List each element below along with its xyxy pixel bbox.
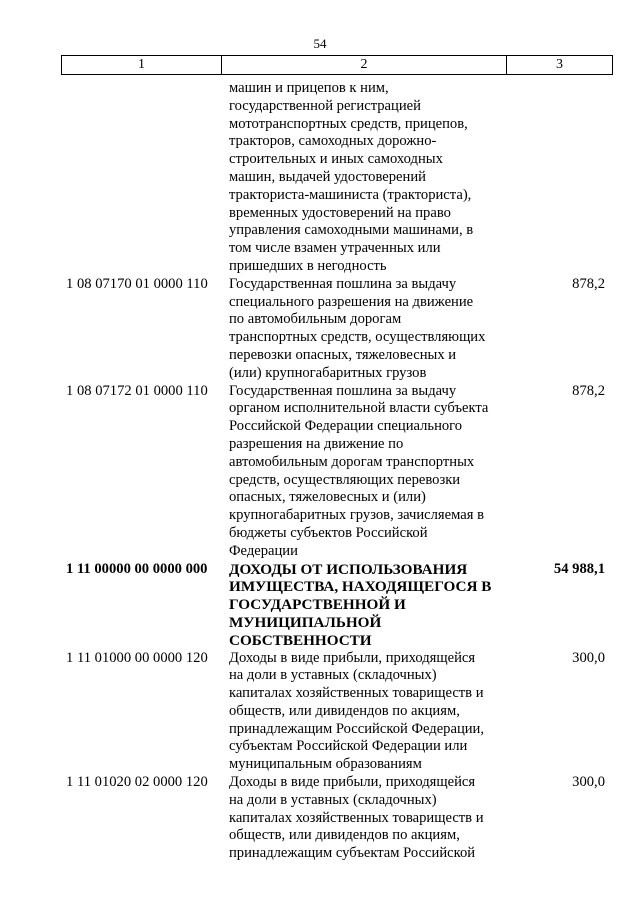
description-line: мототранспортных средств, прицепов, [229,115,468,132]
description-line: принадлежащим субъектам Российской [229,845,476,862]
description-line: принадлежащим Российской Федерации, [229,720,485,737]
description-line: временных удостоверений на право [229,204,451,221]
budget-code: 1 11 01000 00 0000 120 [66,649,208,666]
description-line: опасных, тяжеловесных и (или) [229,489,426,506]
budget-code: 1 11 01020 02 0000 120 [66,774,208,791]
table-body [0,80,640,863]
header-col-1: 1 [62,56,222,74]
description-line: том числе взамен утраченных или [229,240,441,257]
description-line: государственной регистрацией [229,97,421,114]
amount: 878,2 [572,382,605,399]
description-line: бюджеты субъектов Российской [229,524,428,541]
revenue-description [229,276,499,383]
description-line: (или) крупногабаритных грузов [229,364,427,381]
table-header [61,55,613,75]
description-line: пришедших в негодность [229,257,387,274]
header-col-3: 3 [556,57,563,72]
description-line: капиталах хозяйственных товариществ и [229,685,484,702]
budget-code: 1 11 00000 00 0000 000 [66,560,208,577]
description-line: Доходы в виде прибыли, приходящейся [229,649,476,666]
revenue-description [229,561,499,650]
description-line: автомобильным дорогам транспортных [229,453,475,470]
header-col-2: 2 [222,56,507,74]
budget-code [0,80,229,276]
description-line: муниципальным образованиям [229,756,422,773]
description-line: ДОХОДЫ ОТ ИСПОЛЬЗОВАНИЯ [229,560,468,578]
page-number: 54 [313,36,327,51]
table-row [0,80,640,276]
description-line: СОБСТВЕННОСТИ [229,631,372,649]
description-line: на доли в уставных (складочных) [229,791,437,808]
description-line: ГОСУДАРСТВЕННОЙ И [229,596,406,614]
amount: 300,0 [572,774,605,791]
description-line: ИМУЩЕСТВА, НАХОДЯЩЕГОСЯ В [229,578,492,596]
description-line: Государственная пошлина за выдачу [229,382,457,399]
amount: 300,0 [572,649,605,666]
description-line: МУНИЦИПАЛЬНОЙ [229,613,382,631]
description-line: органом исполнительной власти субъекта [229,400,489,417]
description-line: разрешения на движение по [229,435,404,452]
description-line: машин, выдачей удостоверений [229,168,426,185]
amount: 54 988,1 [553,560,605,577]
revenue-description [229,774,499,863]
description-line: перевозки опасных, тяжеловесных и [229,346,457,363]
description-line: средств, осуществляющих перевозки [229,471,461,488]
description-line: обществ, или дивидендов по акциям, [229,827,460,844]
description-line: строительных и иных самоходных [229,151,443,168]
amount [499,80,605,276]
table-row [0,650,640,775]
budget-code: 1 08 07172 01 0000 110 [66,382,208,399]
description-line: транспортных средств, осуществляющих [229,329,486,346]
description-line: по автомобильным дорогам [229,311,402,328]
revenue-description [229,650,499,775]
revenue-description [229,80,499,276]
table-row [0,276,640,383]
description-line: крупногабаритных грузов, зачисляемая в [229,507,484,524]
description-line: машин и прицепов к ним, [229,80,389,96]
budget-code: 1 08 07170 01 0000 110 [66,275,208,292]
description-line: на доли в уставных (складочных) [229,667,437,684]
description-line: Государственная пошлина за выдачу [229,275,457,292]
table-row [0,774,640,863]
description-line: обществ, или дивидендов по акциям, [229,702,460,719]
amount: 878,2 [572,275,605,292]
table-row [0,383,640,561]
description-line: тракторов, самоходных дорожно- [229,133,437,150]
table-row [0,561,640,650]
description-line: капиталах хозяйственных товариществ и [229,809,484,826]
description-line: субъектам Российской Федерации или [229,738,468,755]
description-line: Доходы в виде прибыли, приходящейся [229,774,476,791]
description-line: специального разрешения на движение [229,293,474,310]
revenue-description [229,383,499,561]
description-line: управления самоходными машинами, в [229,222,474,239]
description-line: тракториста-машиниста (тракториста), [229,186,472,203]
description-line: Федерации [229,542,298,559]
description-line: Российской Федерации специального [229,418,463,435]
